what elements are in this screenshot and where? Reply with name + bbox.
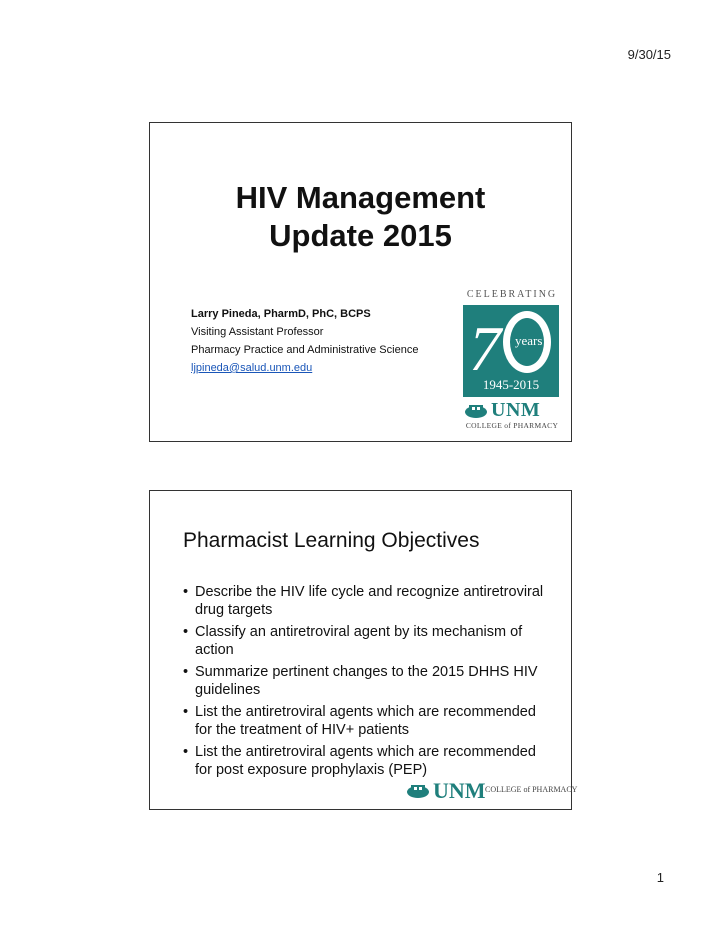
list-item: • Summarize pertinent changes to the 2015 DHHS HIV guidelines [183,664,538,698]
presenter-info [191,305,418,377]
unm-seal-icon [463,401,489,419]
list-item: • List the antiretroviral agents which are recommended for the treatment of HIV+ patients [183,704,536,738]
list-item: • List the antiretroviral agents which are recommended for post exposure prophylaxis (PEP) [183,744,536,778]
list-item: • Describe the HIV life cycle and recognize antiretroviral drug targets [183,584,544,618]
objectives-slide [149,490,578,810]
unm-seal-icon [405,781,431,799]
list-item: • Classify an antiretroviral agent by its mechanism of action [183,624,523,658]
anniversary-badge-logo [459,289,565,433]
slide-title: Pharmacist Learning Objectives [183,529,480,552]
footer-unm: UNM [433,778,486,803]
badge-unm-row [463,401,563,419]
badge-unm: UNM [491,399,541,421]
page-date: 9/30/15 [627,47,671,62]
presenter-email-link[interactable]: ljpineda@salud.unm.edu [191,362,313,374]
badge-college: COLLEGE of PHARMACY [465,421,559,430]
slide-title [150,179,571,255]
presenter-name: Larry Pineda, PharmD, PhC, BCPS [191,308,371,320]
badge-years: years [515,333,543,348]
presenter-position: Visiting Assistant Professor [191,326,324,338]
badge-number: 7 [469,313,501,384]
unm-college-logo [405,778,578,803]
objectives-list [183,583,553,783]
footer-college: COLLEGE of PHARMACY [485,785,578,794]
badge-celebrating: CELEBRATING [466,289,558,300]
page-number: 1 [656,870,664,885]
presenter-department: Pharmacy Practice and Administrative Science [191,344,419,356]
title-line-2: Update 2015 [269,218,452,253]
badge-year-span: 1945-2015 [482,377,540,392]
title-slide [149,122,572,442]
title-line-1: HIV Management [235,180,486,215]
badge-teal-panel [463,305,559,397]
